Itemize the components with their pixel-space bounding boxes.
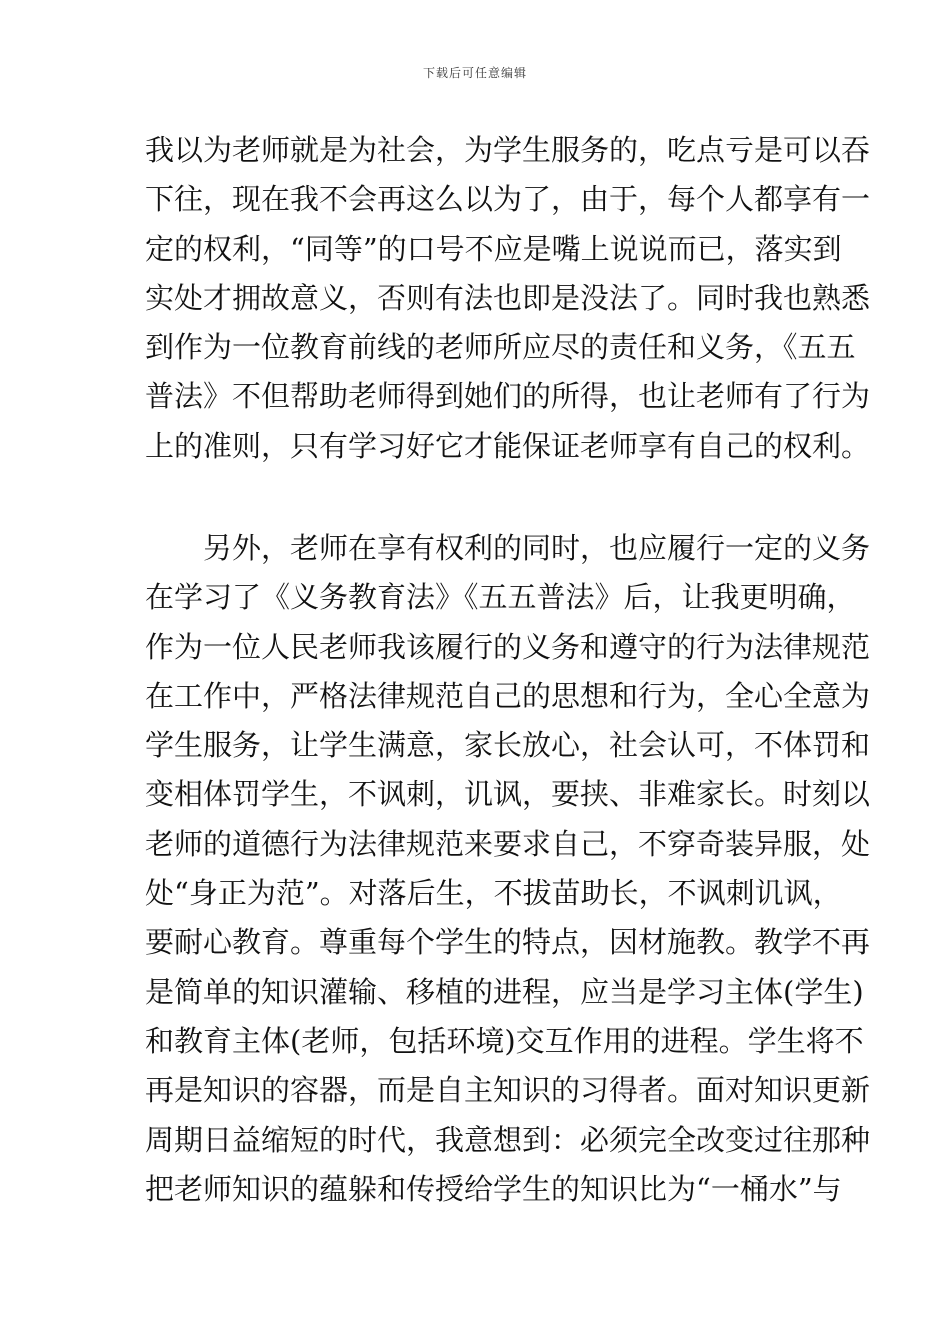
text-line: 另外，老师在享有权利的同时，也应履行一定的义务 [145,531,871,565]
text-line: 作为一位人民老师我该履行的义务和遵守的行为法律规范 [145,629,871,664]
text-line: 定的权利，“同等”的口号不应是嘴上说说而已，落实到 [145,231,842,266]
text-line: 在工作中，严格法律规范自己的思想和行为，全心全意为 [145,678,871,713]
text-line: 下往，现在我不会再这么以为了，由于，每个人都享有一 [145,182,871,217]
paragraph-1 [145,126,871,471]
text-line: 变相体罚学生，不讽刺，讥讽，要挟、非难家长。时刻以 [145,777,871,812]
text-line: 实处才拥故意义，否则有法也即是没法了。同时我也熟悉 [145,280,871,315]
text-line: 在学习了《义务教育法》《五五普法》后，让我更明确， [145,580,856,615]
text-line: 是简单的知识灌输、移植的进程，应当是学习主体(学生) [145,974,864,1009]
text-line: 要耐心教育。尊重每个学生的特点，因材施教。教学不再 [145,925,871,960]
text-line: 周期日益缩短的时代，我意想到：必须完全改变过往那种 [145,1122,871,1157]
text-line: 和教育主体(老师，包括环境)交互作用的进程。学生将不 [145,1023,864,1058]
text-line: 处“身正为范”。对落后生，不拔苗助长，不讽刺讥讽， [145,876,842,911]
paragraph-2 [145,524,871,1263]
text-line: 上的准则，只有学习好它才能保证老师享有自己的权利。 [145,428,871,463]
text-line [145,1214,815,1263]
text-line: 普法》不但帮助老师得到她们的所得，也让老师有了行为 [145,379,871,414]
header-note: 下载后可任意编辑 [422,66,527,80]
text-line: 到作为一位教育前线的老师所应尽的责任和义务，《五五 [145,330,856,365]
text-line: 把老师知识的蕴躲和传授给学生的知识比为“一桶水”与 [145,1171,842,1206]
text-line: 再是知识的容器，而是自主知识的习得者。面对知识更新 [145,1073,871,1108]
text-line: 学生服务，让学生满意，家长放心，社会认可，不体罚和 [145,728,871,763]
text-line: 我以为老师就是为社会，为学生服务的，吃点亏是可以吞 [145,133,871,167]
text-line: 老师的道德行为法律规范来要求自己，不穿奇装异服，处 [145,826,871,861]
